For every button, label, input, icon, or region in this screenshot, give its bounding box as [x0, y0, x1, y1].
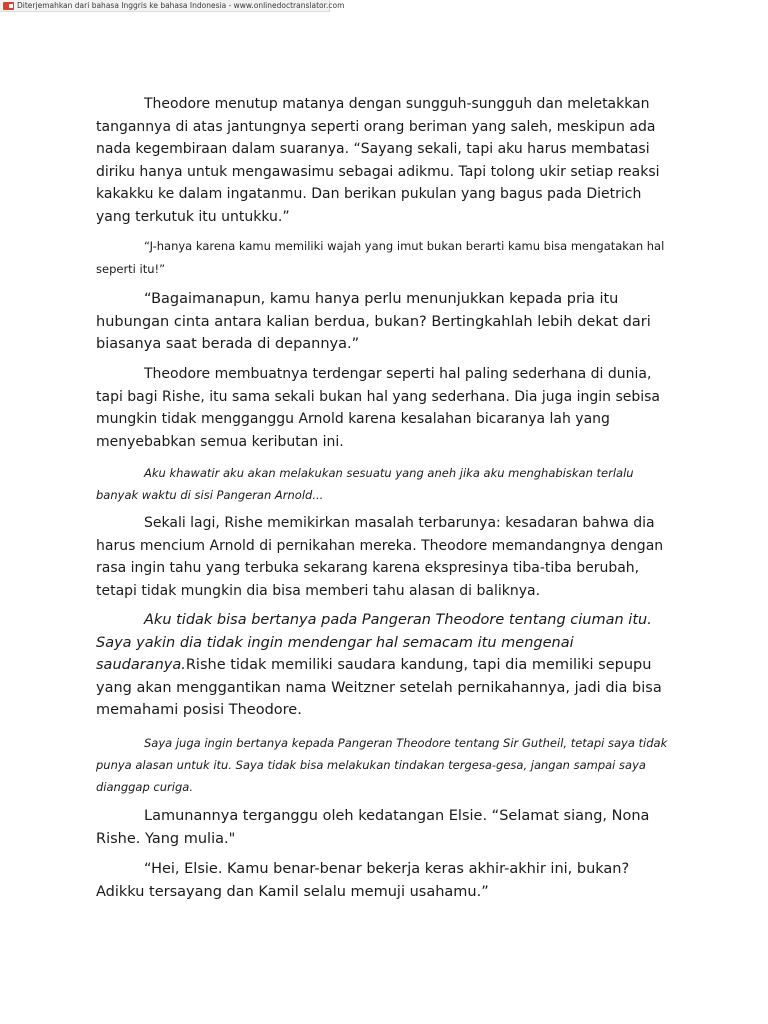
paragraph-9: Lamunannya terganggu oleh kedatangan Elsie. “Selamat siang, Nona Rishe. Yang mulia." — [96, 808, 650, 847]
paragraph-4: Theodore membuatnya terdengar seperti hal paling sederhana di dunia, tapi bagi Rishe, itu sama sekali bukan hal yang sederhana. Dia juga ingin sebisa mungkin tidak mengganggu Arnold karena kesalahan bicaranya lah yang menyebabkan semua keributan ini. — [96, 366, 661, 450]
paragraph-10: “Hei, Elsie. Kamu benar-benar bekerja keras akhir-akhir ini, bukan? Adikku tersayang dan Kamil selalu memuji usahamu.” — [96, 861, 630, 900]
paragraph-8-thought: Saya juga ingin bertanya kepada Pangeran Theodore tentang Sir Gutheil, tetapi saya tidak punya alasan untuk itu. Saya tidak bisa melakukan tindakan tergesa-gesa, jangan sampai saya dianggap curiga. — [96, 736, 668, 794]
paragraph-3: “Bagaimanapun, kamu hanya perlu menunjukkan kepada pria itu hubungan cinta antara kalian berdua, bukan? Bertingkahlah lebih dekat dari biasanya saat berada di depannya.” — [96, 291, 651, 352]
paragraph-2-dialogue: “J-hanya karena kamu memiliki wajah yang imut bukan berarti kamu bisa mengatakan hal seperti itu!” — [96, 239, 665, 276]
paragraph-5-thought: Aku khawatir aku akan melakukan sesuatu yang aneh jika aku menghabiskan terlalu banyak waktu di sisi Pangeran Arnold... — [96, 466, 634, 502]
paragraph-6: Sekali lagi, Rishe memikirkan masalah terbarunya: kesadaran bahwa dia harus mencium Arnold di pernikahan mereka. Theodore memandangnya dengan rasa ingin tahu yang terbuka sekarang karena ekspresinya tiba-tiba berubah, tetapi tidak mungkin dia bisa memberi tahu alasan di baliknya. — [96, 515, 664, 599]
paragraph-7 — [96, 609, 672, 722]
translator-banner[interactable] — [0, 0, 345, 12]
paragraph-1: Theodore menutup matanya dengan sungguh-sungguh dan meletakkan tangannya di atas jantungnya seperti orang beriman yang saleh, meskipun ada nada kegembiraan dalam suaranya. “Sayang sekali, tapi aku harus membatasi diriku hanya untuk mengawasimu sebagai adikmu. Tapi tolong ukir setiap reaksi kakakku ke dalam ingatanmu. Dan berikan pukulan yang bagus pada Dietrich yang terkutuk itu untukku.” — [96, 96, 660, 225]
pdf-translate-icon — [3, 2, 14, 10]
paragraph-7-thought: Aku tidak bisa bertanya pada Pangeran Theodore tentang ciuman itu. Saya yakin dia tidak ingin mendengar hal semacam itu mengenai saudaranya. — [96, 612, 652, 673]
paragraph-7-narration: Rishe tidak memiliki saudara kandung, tapi dia memiliki sepupu yang akan menggantikan nama Weitzner setelah pernikahannya, jadi dia bisa memahami posisi Theodore. — [96, 657, 662, 718]
translator-banner-text[interactable]: Diterjemahkan dari bahasa Inggris ke bahasa Indonesia - www.onlinedoctranslator.com — [17, 0, 345, 10]
